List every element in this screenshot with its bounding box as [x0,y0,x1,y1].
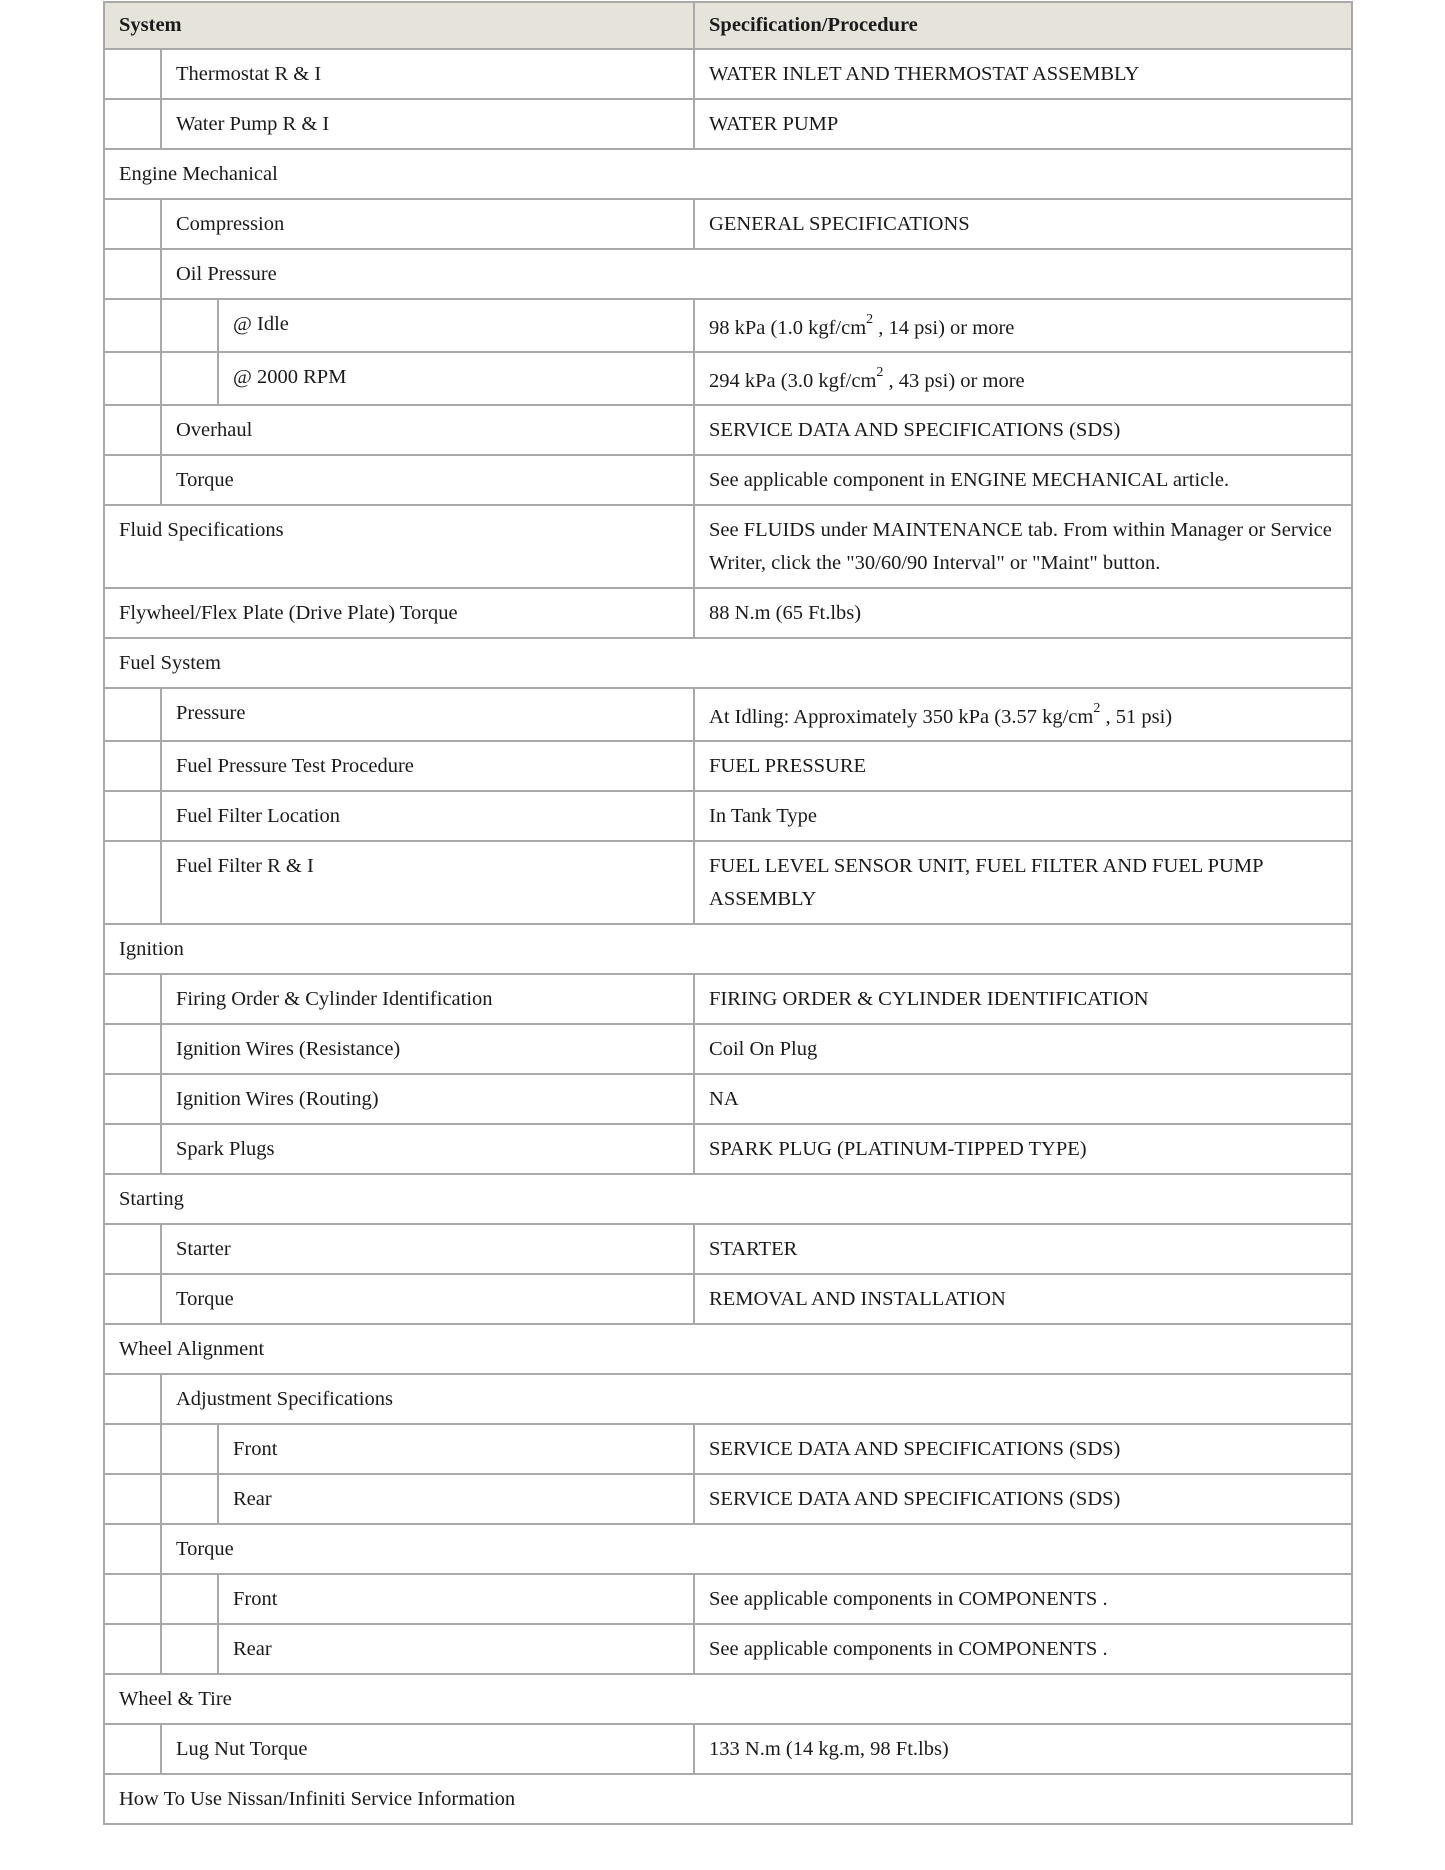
spec-value: GENERAL SPECIFICATIONS [694,199,1352,249]
table-row [104,1124,1352,1174]
section-label: How To Use Nissan/Infiniti Service Information [104,1774,1352,1824]
item-label: Fuel Filter Location [161,791,694,841]
spec-value: See FLUIDS under MAINTENANCE tab. From within Manager or Service Writer, click the "30/60/90 Interval" or "Maint" button. [694,505,1352,588]
spec-value: SERVICE DATA AND SPECIFICATIONS (SDS) [694,405,1352,455]
spec-value: See applicable component in ENGINE MECHANICAL article. [694,455,1352,505]
item-label: Overhaul [161,405,694,455]
indent-cell [104,352,161,405]
item-label: Spark Plugs [161,1124,694,1174]
table-row [104,49,1352,99]
table-row [104,1074,1352,1124]
indent-cell [104,455,161,505]
spec-value: WATER INLET AND THERMOSTAT ASSEMBLY [694,49,1352,99]
table-row [104,1624,1352,1674]
spec-value: 98 kPa (1.0 kgf/$cm^2$ , 14 psi) or more [694,299,1352,352]
indent-cell [104,405,161,455]
spec-value: See applicable components in COMPONENTS . [694,1624,1352,1674]
indent-cell [104,1624,161,1674]
header-specification: Specification/Procedure [694,2,1352,49]
item-label: Torque [161,1274,694,1324]
indent-cell [104,1274,161,1324]
indent-cell [104,974,161,1024]
header-system: System [104,2,694,49]
indent-cell [104,249,161,299]
table-row [104,1374,1352,1424]
spec-value: At Idling: Approximately 350 kPa (3.57 $kg/cm^2$ , 51 psi) [694,688,1352,741]
item-label: Lug Nut Torque [161,1724,694,1774]
item-label: Water Pump R & I [161,99,694,149]
spec-value: 88 N.m (65 Ft.lbs) [694,588,1352,638]
table-row [104,1574,1352,1624]
item-label: Thermostat R & I [161,49,694,99]
section-label: Flywheel/Flex Plate (Drive Plate) Torque [104,588,694,638]
table-row [104,455,1352,505]
item-label: Oil Pressure [161,249,1352,299]
section-label: Fluid Specifications [104,505,694,588]
spec-value: FUEL LEVEL SENSOR UNIT, FUEL FILTER AND FUEL PUMP ASSEMBLY [694,841,1352,924]
spec-value: 133 N.m (14 kg.m, 98 Ft.lbs) [694,1724,1352,1774]
table-row [104,1774,1352,1824]
item-label: Torque [161,1524,1352,1574]
item-label: Front [218,1424,694,1474]
item-label: Rear [218,1624,694,1674]
indent-cell [104,299,161,352]
item-label: Ignition Wires (Routing) [161,1074,694,1124]
spec-value: STARTER [694,1224,1352,1274]
indent-cell [104,199,161,249]
indent-cell [104,1374,161,1424]
table-header-row [104,2,1352,49]
spec-value: See applicable components in COMPONENTS . [694,1574,1352,1624]
spec-value: NA [694,1074,1352,1124]
table-row [104,741,1352,791]
section-label: Starting [104,1174,1352,1224]
superscript: 2 [1093,701,1101,717]
section-label: Engine Mechanical [104,149,1352,199]
spec-value: 294 kPa (3.0 kgf/$cm^2$ , 43 psi) or more [694,352,1352,405]
superscript: 2 [876,365,884,381]
spec-value: SERVICE DATA AND SPECIFICATIONS (SDS) [694,1474,1352,1524]
indent-cell [104,741,161,791]
spec-value: FUEL PRESSURE [694,741,1352,791]
table-row [104,249,1352,299]
indent-cell [104,1574,161,1624]
indent-cell [104,1474,161,1524]
specification-table [103,1,1353,1825]
table-row [104,405,1352,455]
table-row [104,199,1352,249]
spec-value: SERVICE DATA AND SPECIFICATIONS (SDS) [694,1424,1352,1474]
item-label: @ Idle [218,299,694,352]
table-row [104,1224,1352,1274]
item-label: @ 2000 RPM [218,352,694,405]
indent-cell [104,1724,161,1774]
indent-cell [161,1474,218,1524]
table-row [104,1424,1352,1474]
item-label: Front [218,1574,694,1624]
table-row [104,588,1352,638]
superscript: 2 [866,312,874,328]
table-row [104,1524,1352,1574]
table-row [104,352,1352,405]
indent-cell [104,1074,161,1124]
table-row [104,974,1352,1024]
item-label: Compression [161,199,694,249]
indent-cell [104,841,161,924]
section-label: Wheel Alignment [104,1324,1352,1374]
table-row [104,924,1352,974]
item-label: Torque [161,455,694,505]
table-row [104,1474,1352,1524]
indent-cell [104,791,161,841]
section-label: Wheel & Tire [104,1674,1352,1724]
table-row [104,688,1352,741]
indent-cell [161,299,218,352]
item-label: Rear [218,1474,694,1524]
section-label: Fuel System [104,638,1352,688]
item-label: Fuel Pressure Test Procedure [161,741,694,791]
item-label: Pressure [161,688,694,741]
indent-cell [104,49,161,99]
table-row [104,505,1352,588]
table-row [104,299,1352,352]
section-label: Ignition [104,924,1352,974]
indent-cell [104,1224,161,1274]
item-label: Firing Order & Cylinder Identification [161,974,694,1024]
indent-cell [104,1524,161,1574]
spec-value: REMOVAL AND INSTALLATION [694,1274,1352,1324]
indent-cell [104,688,161,741]
table-row [104,1324,1352,1374]
indent-cell [161,352,218,405]
indent-cell [161,1624,218,1674]
spec-value: In Tank Type [694,791,1352,841]
indent-cell [104,1424,161,1474]
indent-cell [161,1574,218,1624]
item-label: Fuel Filter R & I [161,841,694,924]
table-row [104,638,1352,688]
table-row [104,1274,1352,1324]
item-label: Starter [161,1224,694,1274]
table-row [104,791,1352,841]
indent-cell [161,1424,218,1474]
table-row [104,1024,1352,1074]
spec-value: WATER PUMP [694,99,1352,149]
table-body [104,49,1352,1824]
spec-value: SPARK PLUG (PLATINUM-TIPPED TYPE) [694,1124,1352,1174]
item-label: Ignition Wires (Resistance) [161,1024,694,1074]
table-row [104,1674,1352,1724]
indent-cell [104,1024,161,1074]
table-row [104,149,1352,199]
item-label: Adjustment Specifications [161,1374,1352,1424]
spec-value: Coil On Plug [694,1024,1352,1074]
indent-cell [104,1124,161,1174]
table-row [104,841,1352,924]
table-row [104,1174,1352,1224]
table-row [104,99,1352,149]
table-row [104,1724,1352,1774]
indent-cell [104,99,161,149]
spec-value: FIRING ORDER & CYLINDER IDENTIFICATION [694,974,1352,1024]
